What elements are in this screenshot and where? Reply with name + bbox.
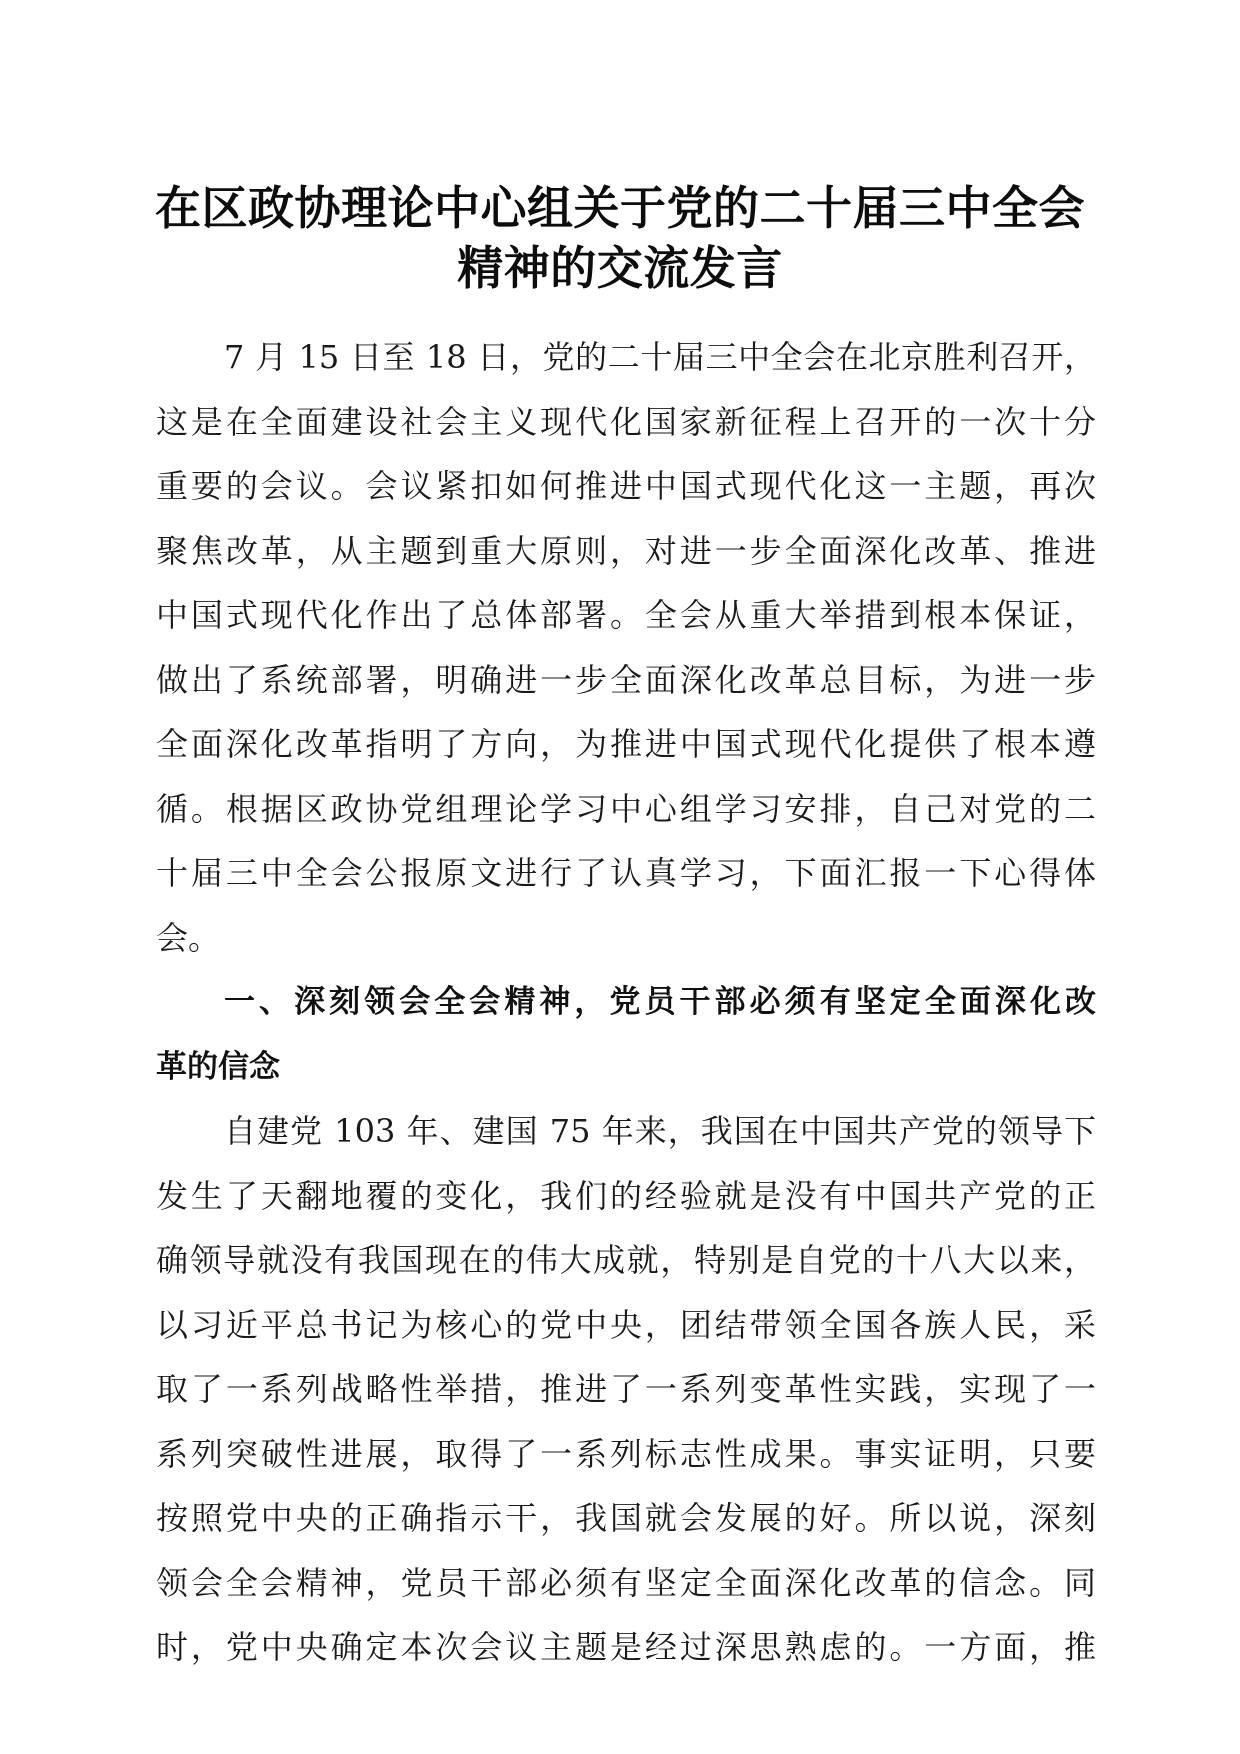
paragraph-intro bbox=[156, 325, 1096, 970]
text-line: 确领导就没有我国现在的伟大成就，特别是自党的十八大以来， bbox=[156, 1241, 1096, 1279]
text-line: 重要的会议。会议紧扣如何推进中国式现代化这一主题，再次 bbox=[156, 467, 1096, 505]
text-line: 十届三中全会公报原文进行了认真学习，下面汇报一下心得体 bbox=[156, 854, 1096, 892]
paragraph-section-1 bbox=[156, 1099, 1096, 1680]
text-line: 这是在全面建设社会主义现代化国家新征程上召开的一次十分 bbox=[156, 402, 1096, 441]
text-line: 做出了系统部署，明确进一步全面深化改革总目标，为进一步 bbox=[156, 660, 1096, 699]
heading-line: 革的信念 bbox=[156, 1048, 280, 1085]
text-line: 循。根据区政协党组理论学习中心组学习安排，自己对党的二 bbox=[156, 789, 1096, 828]
text-line: 领会全会精神，党员干部必须有坚定全面深化改革的信念。同 bbox=[156, 1563, 1096, 1602]
text-line: 会。 bbox=[156, 918, 221, 957]
document-body bbox=[156, 325, 1096, 1680]
heading-line: 一、深刻领会全会精神，党员干部必须有坚定全面深化改 bbox=[224, 984, 1096, 1020]
text-line: 发生了天翻地覆的变化，我们的经验就是没有中国共产党的正 bbox=[156, 1176, 1096, 1215]
text-line: 取了一系列战略性举措，推进了一系列变革性实践，实现了一 bbox=[156, 1370, 1096, 1408]
text-line: 聚焦改革，从主题到重大原则，对进一步全面深化改革、推进 bbox=[156, 531, 1096, 570]
text-line: 7 月 15 日至 18 日，党的二十届三中全会在北京胜利召开， bbox=[224, 338, 1096, 376]
text-line: 系列突破性进展，取得了一系列标志性成果。事实证明，只要 bbox=[156, 1434, 1096, 1473]
title-line: 精神的交流发言 bbox=[457, 241, 783, 295]
text-line: 自建党 103 年、建国 75 年来，我国在中国共产党的领导下 bbox=[224, 1112, 1096, 1150]
text-line: 时，党中央确定本次会议主题是经过深思熟虑的。一方面，推 bbox=[156, 1628, 1096, 1666]
text-line: 以习近平总书记为核心的党中央，团结带领全国各族人民，采 bbox=[156, 1305, 1096, 1344]
text-line: 中国式现代化作出了总体部署。全会从重大举措到根本保证， bbox=[156, 596, 1096, 634]
title-line: 在区政协理论中心组关于党的二十届三中全会 bbox=[155, 181, 1085, 235]
text-line: 全面深化改革指明了方向，为推进中国式现代化提供了根本遵 bbox=[156, 725, 1096, 763]
section-heading-1 bbox=[156, 970, 1096, 1099]
text-line: 按照党中央的正确指示干，我国就会发展的好。所以说，深刻 bbox=[156, 1499, 1096, 1537]
document-title bbox=[150, 178, 1090, 298]
